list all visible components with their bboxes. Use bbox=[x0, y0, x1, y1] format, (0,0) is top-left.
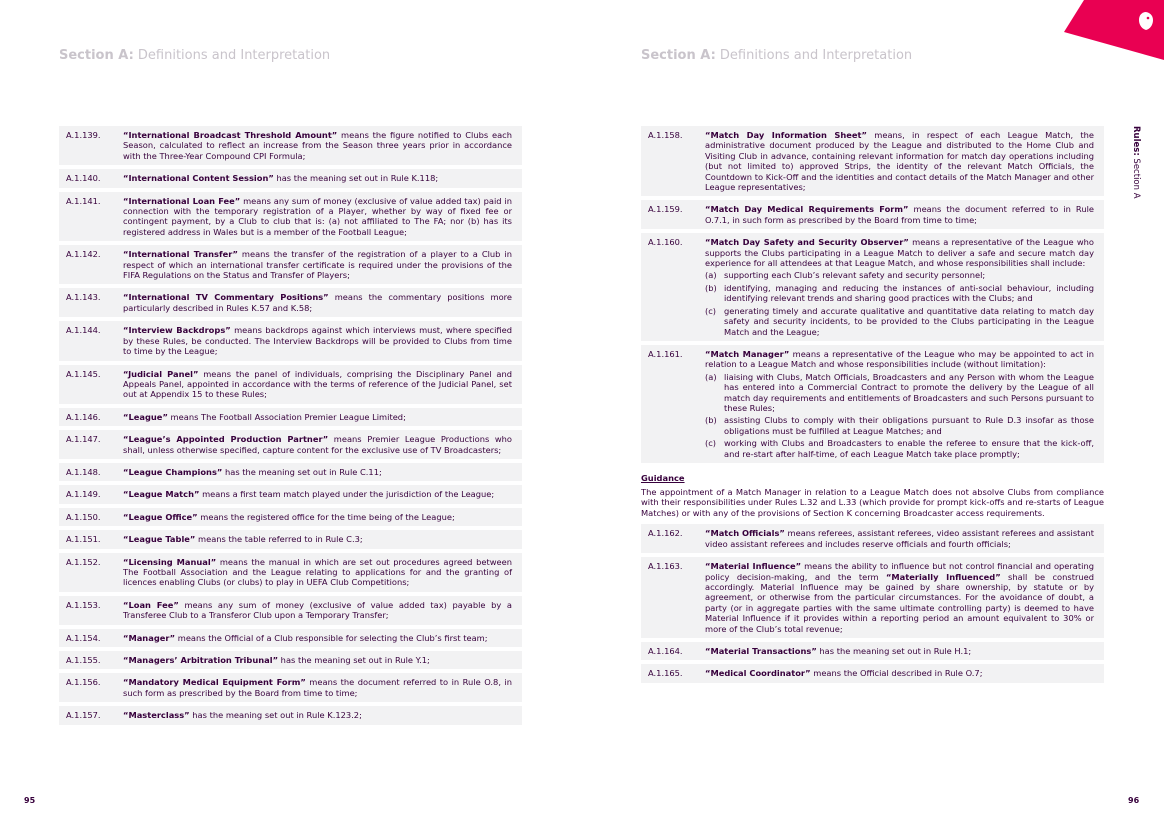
sub-clause-label: (b) bbox=[705, 415, 717, 426]
definition-number: A.1.141. bbox=[66, 195, 101, 206]
definition-number: A.1.142. bbox=[66, 249, 101, 260]
definition-number: A.1.151. bbox=[66, 534, 101, 545]
definition-term: “League’s Appointed Production Partner” bbox=[123, 434, 329, 445]
definition-term: “League Match” bbox=[123, 489, 200, 500]
definition-row bbox=[59, 508, 522, 526]
sub-clause-label: (a) bbox=[705, 270, 717, 281]
definition-row bbox=[59, 365, 522, 404]
sub-clause-text: assisting Clubs to comply with their obligations pursuant to Rule D.3 insofar as those obligations must be fulfilled at League Matches; and bbox=[724, 415, 1094, 436]
sub-clause bbox=[705, 270, 1094, 280]
definition-number: A.1.159. bbox=[648, 204, 683, 215]
definition-body: means the figure notified to Clubs each Season, calculated to reflect an increase from the Season three years prior in accordance with the Three-Year Compound CPI Formula; bbox=[123, 130, 512, 161]
definition-body: has the meaning set out in Rule Y.1; bbox=[278, 655, 430, 665]
definition-body: means Premier League Productions who shall, unless otherwise specified, capture content for the exclusive use of TV Broadcasters; bbox=[123, 434, 512, 455]
definition-row bbox=[59, 321, 522, 360]
definition-row bbox=[59, 530, 522, 548]
definition-term: “Judicial Panel” bbox=[123, 368, 199, 379]
definition-term: “Managers’ Arbitration Tribunal” bbox=[123, 655, 279, 665]
definition-row bbox=[59, 629, 522, 647]
definition-term: “Manager” bbox=[123, 632, 176, 643]
definition-body: means the commentary positions more particularly described in Rules K.57 and K.58; bbox=[123, 292, 512, 313]
definition-text bbox=[123, 489, 512, 499]
brand-corner bbox=[1064, 0, 1164, 70]
definition-number: A.1.152. bbox=[66, 556, 101, 567]
definition-text bbox=[123, 369, 512, 400]
definition-number: A.1.145. bbox=[66, 368, 101, 379]
definition-row bbox=[59, 673, 522, 702]
definition-term: “Loan Fee” bbox=[123, 599, 179, 610]
definition-term: “League Table” bbox=[123, 534, 196, 545]
sub-clause-text: generating timely and accurate qualitative and quantitative data relating to match day safety and security incidents, to be provided to the Clubs participating in the League Match and the League; bbox=[724, 305, 1094, 337]
definition-body: means the manual in which are set out procedures agreed between The Football Association and the League relating to applications for and the granting of licences enabling Clubs (or clubs) to play in UEFA Club Competitions; bbox=[123, 556, 512, 588]
definition-row bbox=[59, 288, 522, 317]
definition-text bbox=[705, 668, 1094, 678]
definition-body: means The Football Association Premier League Limited; bbox=[167, 411, 406, 422]
sub-clause bbox=[705, 283, 1094, 304]
side-section-label: Rules: Section A bbox=[1131, 126, 1141, 199]
definition-term: “League” bbox=[123, 411, 168, 422]
definition-row bbox=[59, 463, 522, 481]
definition-body: means a first team match played under the jurisdiction of the League; bbox=[199, 489, 495, 500]
sub-clause-label: (b) bbox=[705, 282, 717, 293]
definition-body: means the panel of individuals, comprising the Disciplinary Panel and Appeals Panel, appointed in accordance with the terms of reference of the Judicial Panel, set out at Appendix 15 to these Rules; bbox=[123, 368, 512, 400]
definition-number: A.1.158. bbox=[648, 130, 683, 140]
definition-term: “International Transfer” bbox=[123, 249, 238, 260]
definition-text bbox=[123, 677, 512, 698]
definition-row: A.1.161. “Match Manager” means a representative of the League who may be appointed to act in relation to a League Match and whose responsibilities include (without limitation): (a) liaising with Clubs, Match Officials, Broadcasters and any Person with whom the League has entered into a Commercial Contract to promote the delivery by the League of all match day requirements and entitlements of Broadcasters and such Persons pursuant to these Rules; (b) assisting Clubs to comply with their obligations pursuant to Rule D.3 insofar as those obligations must be fulfilled at League Matches; and (c) working with Clubs and Broadcasters to enable the referee to ensure that the kick-off, and re-start after half-time, of each League Match take place promptly; bbox=[641, 345, 1104, 463]
definition-term: “International Content Session” bbox=[123, 173, 274, 184]
definition-row bbox=[641, 200, 1104, 229]
definition-row bbox=[59, 706, 522, 724]
definition-row bbox=[59, 169, 522, 187]
definition-term: “Interview Backdrops” bbox=[123, 325, 231, 336]
definition-body: has the meaning set out in Rule H.1; bbox=[816, 646, 972, 656]
sub-clause-label: (c) bbox=[705, 305, 717, 316]
sub-clause bbox=[705, 306, 1094, 337]
definition-row bbox=[59, 553, 522, 592]
definition-text bbox=[123, 512, 512, 522]
definition-row bbox=[59, 485, 522, 503]
definition-term: “International TV Commentary Positions” bbox=[123, 292, 329, 303]
sub-clause-text: supporting each Club’s relevant safety and security personnel; bbox=[724, 270, 986, 281]
definition-row bbox=[59, 192, 522, 242]
sub-clause-label: (c) bbox=[705, 438, 717, 449]
definition-number: A.1.144. bbox=[66, 325, 101, 336]
definition-body: means the document referred to in Rule O.7.1, in such form as prescribed by the Board from time to time; bbox=[705, 204, 1094, 225]
definition-term: “Material Transactions” bbox=[705, 646, 817, 656]
definition-text bbox=[123, 655, 512, 665]
definition-text bbox=[123, 292, 512, 313]
sub-clause-text: liaising with Clubs, Match Officials, Broadcasters and any Person with whom the League has entered into a Commercial Contract to promote the delivery by the League of all match day requirements and entitlements of Broadcasters and such Persons pursuant to these Rules; bbox=[724, 371, 1094, 413]
definition-row bbox=[59, 596, 522, 625]
definition-row: A.1.160. “Match Day Safety and Security Observer” means a representative of the League who supports the Clubs participating in a League Match to deliver a safe and secure match day experience for all attendees at that League Match, and whose responsibilities shall include: (a) supporting each Club’s relevant safety and security personnel; (b) identifying, managing and reducing the instances of anti-social behaviour, including identifying relevant trends and sharing good practices with the Clubs; and (c) generating timely and accurate qualitative and quantitative data relating to match day safety and security incidents, to be provided to the Clubs participating in the League Match and the League; bbox=[641, 233, 1104, 341]
definition-body: means the table referred to in Rule C.3; bbox=[195, 534, 363, 545]
definition-number: A.1.156. bbox=[66, 677, 101, 688]
definition-body: means any sum of money (exclusive of value added tax) payable by a Transferee Club to a Transferor Club upon a Temporary Transfer; bbox=[123, 599, 513, 621]
definition-text bbox=[123, 196, 512, 238]
definition-text bbox=[123, 434, 512, 455]
definition-text bbox=[123, 710, 512, 720]
definition-term: “Medical Coordinator” bbox=[705, 668, 811, 679]
definition-row bbox=[641, 664, 1104, 682]
definition-number: A.1.149. bbox=[66, 489, 101, 500]
definition-number: A.1.140. bbox=[66, 173, 101, 184]
definition-body: means, in respect of each League Match, the administrative document produced by the League and distributed to the Home Club and Visiting Club in advance, containing relevant information for match day operations including (but not limited to) approved Strips, the identity of the relevant Match Officials, the Countdown to Kick-Off and the identities and contact details of the Match Manager and other League representatives; bbox=[705, 130, 1095, 193]
definition-row bbox=[641, 642, 1104, 660]
sub-clause bbox=[705, 415, 1094, 436]
section-header-right: Section A: Definitions and Interpretation bbox=[641, 48, 913, 63]
definition-term: “League Champions” bbox=[123, 466, 223, 477]
page-number-left: 95 bbox=[24, 796, 36, 805]
definition-number: A.1.150. bbox=[66, 511, 101, 522]
definition-number: A.1.153. bbox=[66, 599, 101, 610]
definition-body: has the meaning set out in Rule K.123.2; bbox=[189, 710, 362, 721]
section-header-left: Section A: Definitions and Interpretation bbox=[59, 48, 331, 63]
definition-row: A.1.163. “Material Influence” means the ability to influence but not control financial and operating policy decision-making, and the term “Materially Influenced” shall be construed accordingly. Material Influence may be gained by share ownership, by statute or by agreement, or otherwise from the particular circumstances. For the avoidance of doubt, a party (or in aggregate parties with the same ultimate controlling party) is deemed to have Material Influence if it provides within a reporting period an amount equivalent to 30% or more of the Club’s total revenue; bbox=[641, 557, 1104, 638]
definition-term: “Mandatory Medical Equipment Form” bbox=[123, 677, 306, 688]
definition-term: “Match Day Medical Requirements Form” bbox=[705, 204, 909, 215]
definition-body: means the transfer of the registration of a player to a Club in respect of which an international transfer certificate is required under the provisions of the FIFA Regulations on the Status and Transfer of Players; bbox=[123, 249, 512, 281]
definition-term: “League Office” bbox=[123, 511, 198, 522]
definition-term: “Licensing Manual” bbox=[123, 556, 217, 567]
page-number-right: 96 bbox=[1128, 796, 1140, 805]
definition-text bbox=[123, 412, 512, 422]
definition-text bbox=[123, 557, 512, 588]
definition-body: means the registered office for the time being of the League; bbox=[197, 511, 455, 522]
definition-row bbox=[641, 126, 1104, 196]
definition-body: has the meaning set out in Rule C.11; bbox=[222, 466, 382, 477]
definition-number: A.1.147. bbox=[66, 434, 101, 445]
definition-number: A.1.164. bbox=[648, 646, 683, 656]
definition-text bbox=[705, 204, 1094, 225]
definition-row bbox=[59, 430, 522, 459]
definition-body: means any sum of money (exclusive of value added tax) paid in connection with the temporary registration of a Player, whether by way of fixed fee or contingent payment, by a Club to club that is: (a) not affiliated to The FA; nor (b) has its registered address in Wales but is a member of the Football League; bbox=[123, 195, 512, 237]
definition-term: “International Broadcast Threshold Amount” bbox=[123, 130, 338, 140]
definition-text bbox=[123, 325, 512, 356]
definition-text bbox=[123, 633, 512, 643]
definition-number: A.1.148. bbox=[66, 466, 101, 477]
definition-body: means backdrops against which interviews must, where specified by these Rules, be conducted. The Interview Backdrops will be provided to Clubs from time to time by the League; bbox=[123, 325, 513, 357]
definition-term: “Masterclass” bbox=[123, 710, 190, 721]
definition-number: A.1.146. bbox=[66, 411, 101, 422]
sub-clause-label: (a) bbox=[705, 371, 717, 382]
magenta-swoosh bbox=[1064, 0, 1164, 60]
definition-number: A.1.157. bbox=[66, 710, 101, 721]
sub-clause-text: identifying, managing and reducing the instances of anti-social behaviour, including identifying relevant trends and sharing good practices with the Clubs; and bbox=[724, 282, 1094, 304]
definition-term: “International Loan Fee” bbox=[123, 195, 241, 206]
sub-clause bbox=[705, 438, 1094, 459]
definition-body: has the meaning set out in Rule K.118; bbox=[273, 173, 439, 184]
definition-text bbox=[123, 600, 512, 621]
definition-row bbox=[59, 245, 522, 284]
definition-number: A.1.155. bbox=[66, 655, 101, 665]
guidance-title: Guidance bbox=[641, 472, 685, 483]
definitions-list-left bbox=[59, 126, 522, 729]
definition-row: A.1.162. “Match Officials” means referees, assistant referees, video assistant referees and assistant video assistant referees and includes reserve officials and fourth officials; bbox=[641, 524, 1104, 553]
definition-text bbox=[123, 173, 512, 183]
sub-clause-text: working with Clubs and Broadcasters to enable the referee to ensure that the kick-off, and re-start after half-time, of each League Match take place promptly; bbox=[724, 438, 1094, 459]
definition-term: “Match Day Information Sheet” bbox=[705, 130, 867, 140]
definition-text bbox=[123, 249, 512, 280]
definition-number: A.1.165. bbox=[648, 668, 683, 679]
definition-body: means the Official described in Rule O.7; bbox=[810, 668, 983, 679]
definition-body: means the document referred to in Rule O.8, in such form as prescribed by the Board from time to time; bbox=[123, 677, 512, 698]
definition-body: means the Official of a Club responsible for selecting the Club’s first team; bbox=[175, 632, 488, 643]
definition-row bbox=[59, 408, 522, 426]
guidance-box bbox=[641, 473, 1104, 518]
definitions-list-right bbox=[641, 126, 1104, 687]
definition-text bbox=[123, 130, 512, 161]
definition-row bbox=[59, 126, 522, 165]
definition-row bbox=[59, 651, 522, 669]
definition-number: A.1.143. bbox=[66, 292, 101, 303]
definition-text bbox=[123, 534, 512, 544]
definition-text bbox=[705, 646, 1094, 656]
guidance-body: The appointment of a Match Manager in relation to a League Match does not absolve Clubs from compliance with their responsibilities under Rules L.32 and L.33 (which provide for prompt kick-offs and re-starts of League Matches) or with any of the provisions of Section K concerning Broadcaster access requirements. bbox=[641, 486, 1104, 518]
definition-text bbox=[123, 467, 512, 477]
definition-text bbox=[705, 130, 1094, 192]
definition-number: A.1.154. bbox=[66, 632, 101, 643]
sub-clause bbox=[705, 372, 1094, 414]
definition-number: A.1.139. bbox=[66, 130, 101, 140]
